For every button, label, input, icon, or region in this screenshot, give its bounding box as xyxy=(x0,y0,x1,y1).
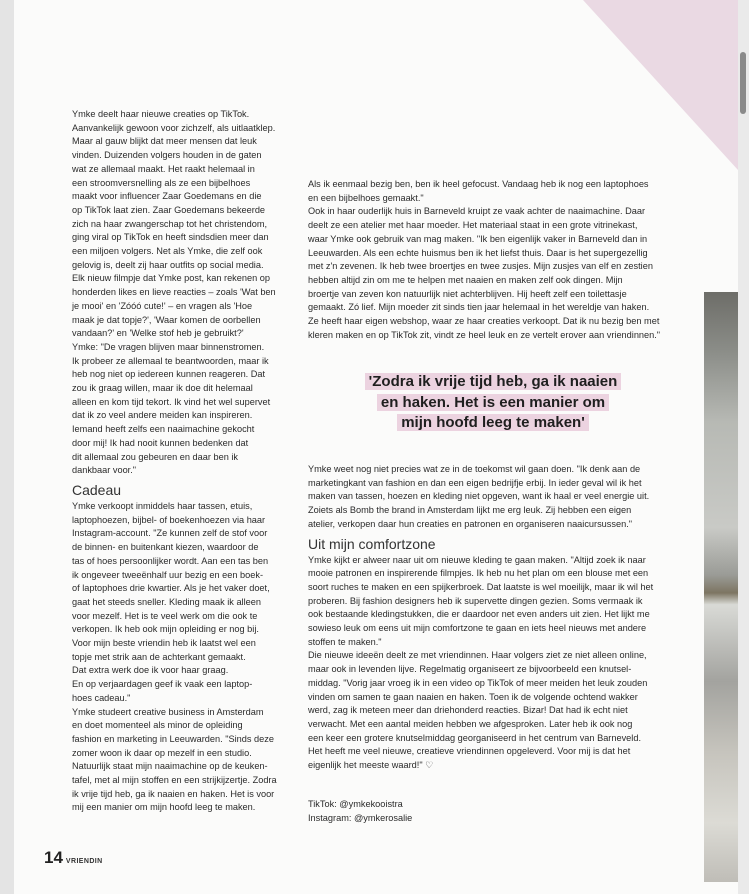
text-line: en een bijbelhoes gemaakt." xyxy=(308,192,424,203)
page-number: 14 xyxy=(44,848,63,867)
text-line: door mij! Ik had nooit kunnen bedenken dat xyxy=(72,437,249,448)
text-line: En op verjaardagen geef ik vaak een laptop- xyxy=(72,679,253,690)
text-line: stoffen te maken." xyxy=(308,636,382,647)
text-line: of laptophoes drie kwartier. Als je het vaker doet, xyxy=(72,583,270,594)
heading-cadeau: Cadeau xyxy=(72,481,122,498)
corner-pink-triangle xyxy=(583,0,738,170)
text-line: Ymke studeert creative business in Amsterdam xyxy=(72,706,264,717)
text-line: Ik probeer ze allemaal te beantwoorden, maar ik xyxy=(72,355,269,366)
side-photo-strip xyxy=(704,292,738,882)
social-handles xyxy=(308,798,608,825)
text-line: Iemand heeft zelfs een naaimachine gekocht xyxy=(72,424,255,435)
scrollbar[interactable] xyxy=(738,0,749,894)
text-line: vinden. Duizenden volgers houden in de gaten xyxy=(72,150,262,161)
text-line: dit allemaal zou gebeuren en daar ben ik xyxy=(72,451,238,462)
text-line: maar ook in levenden lijve. Regelmatig organiseert ze bijvoorbeeld een knutsel- xyxy=(308,664,632,675)
instagram-handle: Instagram: @ymkerosalie xyxy=(308,812,413,823)
text-line: gemaakt. Zó lief. Mijn moeder zit sinds tien jaar helemaal in het wereldje van haken. xyxy=(308,302,650,313)
text-line: Voor mijn beste vriendin heb ik laatst wel een xyxy=(72,638,256,649)
text-line: verkopen. Ik heb ook mijn opleiding er nog bij. xyxy=(72,624,259,635)
text-line: vandaan?' en 'Welke stof heb je gebruikt?' xyxy=(72,328,244,339)
text-line: Aanvankelijk gewoon voor zichzelf, als uitlaatklep. xyxy=(72,122,276,133)
heading-comfortzone: Uit mijn comfortzone xyxy=(308,535,436,552)
magazine-name: VRIENDIN xyxy=(65,858,103,865)
column-left-cadeau xyxy=(72,500,286,815)
text-line: sowieso leuk om eens uit mijn comfortzone te gaan en iets heel nieuws met andere xyxy=(308,623,647,634)
text-line: deelt ze een atelier met haar moeder. Het materiaal staat in een grote vitrinekast, xyxy=(308,220,638,231)
text-line: gelovig is, deelt zij haar outfits op social media. xyxy=(72,259,264,270)
text-line: Die nieuwe ideeën deelt ze met vriendinnen. Haar volgers ziet ze niet alleen online, xyxy=(308,650,647,661)
text-line: op TikTok laat zien. Zaar Goedemans bekeerde xyxy=(72,204,266,215)
column-right-body xyxy=(308,554,688,773)
text-line: ook bestaande kledingstukken, die er daardoor net even anders uit zien. Het lijkt me xyxy=(308,609,650,620)
page-footer xyxy=(44,848,103,868)
text-line: Ymke: "De vragen blijven maar binnenstromen. xyxy=(72,341,265,352)
text-line: gaat het steeds sneller. Kleding maak ik alleen xyxy=(72,596,261,607)
text-line: Instagram-account. "Ze kunnen zelf de stof voor xyxy=(72,528,268,539)
text-line: Maar al gauw blijkt dat meer mensen dat leuk xyxy=(72,136,257,147)
pull-quote-line xyxy=(318,393,668,414)
text-line: zomer woon ik daar op mezelf in een studio. xyxy=(72,747,252,758)
text-line: een stroomversnelling als ze een bijbelhoes xyxy=(72,177,251,188)
text-line: soort ruches te maken en een spijkerbroek. Dat laatste is wel moeilijk, maar ik wil het xyxy=(308,581,654,592)
pull-quote-text: 'Zodra ik vrije tijd heb, ga ik naaien xyxy=(365,373,622,390)
text-line: waar Ymke ook gebruik van mag maken. "Ik ben eigenlijk vaker in Barneveld dan in xyxy=(308,233,648,244)
text-line: Als ik eenmaal bezig ben, ben ik heel gefocust. Vandaag heb ik nog een laptophoes xyxy=(308,179,649,189)
text-line: maken van tassen, hoezen en kleding niet opgeven, want ik haal er veel energie uit. xyxy=(308,491,650,502)
text-line: Dat extra werk doe ik voor haar graag. xyxy=(72,665,229,676)
text-line: voor mezelf. Het is te veel werk om die ook te xyxy=(72,610,258,621)
text-line: mooie patronen en inspirerende filmpjes. Ik heb nu het plan om een blouse met een xyxy=(308,568,649,579)
pull-quote-text: en haken. Het is een manier om xyxy=(377,394,609,411)
text-line: zich na haar zwangerschap tot het christendom, xyxy=(72,218,268,229)
text-line: broertje van zeven kon natuurlijk niet achterblijven. Hij heeft zelf een toilettasje xyxy=(308,288,627,299)
text-line: topje met strik aan de achterkant gemaakt. xyxy=(72,651,246,662)
pull-quote-text: mijn hoofd leeg te maken' xyxy=(397,414,589,431)
column-left-intro xyxy=(72,108,286,478)
text-line: Natuurlijk staat mijn naaimachine op de keuken- xyxy=(72,761,268,772)
text-line: hebben altijd zin om me te helpen met naaien en maken zelf ook dingen. Mijn xyxy=(308,274,623,285)
text-line: Leeuwarden. Als een echte huismus ben ik het liefst thuis. Daar is het supergezellig xyxy=(308,247,648,258)
text-line: laptophoezen, bijbel- of boekenhoezen via haar xyxy=(72,514,266,525)
text-line: verwacht. Met een aantal meiden hebben we afgesproken. Later heb ik ook nog xyxy=(308,718,633,729)
text-line: ging viral op TikTok en heeft sindsdien meer dan xyxy=(72,232,269,243)
text-line: ik vrije tijd heb, ga ik naaien en haken. Het is voor xyxy=(72,788,275,799)
column-right-top xyxy=(308,178,688,342)
text-line: fashion en marketing in Leeuwarden. "Sinds deze xyxy=(72,733,274,744)
text-line: je mooi' en 'Zóóó cute!' – en vragen als 'Hoe xyxy=(72,300,253,311)
pull-quote-line xyxy=(318,372,668,393)
column-right-intro xyxy=(308,463,688,532)
text-line: vinden om samen te gaan naaien en haken. Toen ik de volgende ochtend wakker xyxy=(308,691,638,702)
text-line: werd, zag ik meteen meer dan driehonderd reacties. Bizar! Dat had ik echt niet xyxy=(308,705,628,716)
text-line: en doet momenteel als minor de opleiding xyxy=(72,720,243,731)
tiktok-handle: TikTok: @ymkekooistra xyxy=(308,799,403,809)
text-line: maak je dat topje?', 'Waar komen de oorbellen xyxy=(72,314,261,325)
text-line: de binnen- en buitenkant kiezen, waardoor de xyxy=(72,542,259,553)
text-line: een keer een grotere knutselmiddag georganiseerd in het centrum van Barneveld. xyxy=(308,732,641,743)
page-left-edge xyxy=(0,0,14,894)
text-line: wat ze allemaal maakt. Het raakt helemaal in xyxy=(72,163,255,174)
text-line: kleren maken en op TikTok zit, vindt ze heel leuk en ze vertelt erover aan vriendinnen." xyxy=(308,329,661,340)
text-line: een miljoen volgers. Net als Ymke, die zelf ook xyxy=(72,246,263,257)
text-line: dankbaar voor." xyxy=(72,465,137,476)
text-line: marketingkant van fashion en dan een eigen bedrijfje erbij. In ieder geval wil ik het xyxy=(308,477,642,488)
text-line: Het heeft me veel nieuwe, creatieve vriendinnen opgeleverd. Voor mij is dat het xyxy=(308,746,631,757)
text-line: Ymke verkoopt inmiddels haar tassen, etuis, xyxy=(72,500,253,511)
text-line: ik ongeveer tweeënhalf uur bezig en een boek- xyxy=(72,569,264,580)
text-line: Ze heeft haar eigen webshop, waar ze haar creaties verkoopt. Dat ik nu bezig ben met xyxy=(308,316,660,327)
text-line: atelier, verkopen daar hun creaties en patronen en organiseren naaicursussen." xyxy=(308,518,633,529)
column-right-bottom xyxy=(308,463,688,773)
text-line: middag. "Vorig jaar vroeg ik in een video op TikTok of meer meiden het leuk zouden xyxy=(308,677,648,688)
scrollbar-thumb[interactable] xyxy=(740,52,746,114)
text-line: honderden likes en lieve reacties – zoals 'Wat ben xyxy=(72,287,276,298)
pull-quote xyxy=(318,372,668,434)
text-line: Ymke deelt haar nieuwe creaties op TikTok. xyxy=(72,109,250,119)
text-line: heb nog niet op iedereen kunnen reageren. Dat xyxy=(72,369,266,380)
text-line: Elk nieuw filmpje dat Ymke post, kan rekenen op xyxy=(72,273,270,284)
text-line: tafel, met al mijn stoffen en een strijkijzertje. Zodra xyxy=(72,775,277,786)
column-left xyxy=(72,108,286,815)
text-line: proberen. Bij fashion designers heb ik supervette dingen gezien. Soms vermaak ik xyxy=(308,595,643,606)
text-line: eigenlijk het meeste waard!" ♡ xyxy=(308,760,434,771)
text-line: tas of hoes persoonlijker wordt. Aan een tas ben xyxy=(72,555,269,566)
text-line: hoes cadeau." xyxy=(72,692,131,703)
text-line: Zoiets als Bomb the brand in Amsterdam lijkt me erg leuk. Zij hebben een eigen xyxy=(308,505,632,516)
text-line: mij een manier om mijn hoofd leeg te maken. xyxy=(72,802,256,813)
text-line: Ook in haar ouderlijk huis in Barneveld kruipt ze vaak achter de naaimachine. Daar xyxy=(308,206,646,217)
text-line: met z'n zevenen. Ik heb twee broertjes en twee zusjes. Mijn zusjes van elf en zestien xyxy=(308,261,653,272)
pull-quote-line xyxy=(318,413,668,434)
text-line: Ymke weet nog niet precies wat ze in de toekomst wil gaan doen. "Ik denk aan de xyxy=(308,464,641,474)
text-line: maakt voor influencer Zaar Goedemans en die xyxy=(72,191,262,202)
text-line: Ymke kijkt er alweer naar uit om nieuwe kleding te gaan maken. "Altijd zoek ik naar xyxy=(308,554,646,565)
text-line: dat ik zo veel andere meiden kan inspireren. xyxy=(72,410,253,421)
text-line: zou ik graag willen, maar ik doe dit helemaal xyxy=(72,383,253,394)
text-line: alleen en kom tijd tekort. Ik vind het wel supervet xyxy=(72,396,271,407)
